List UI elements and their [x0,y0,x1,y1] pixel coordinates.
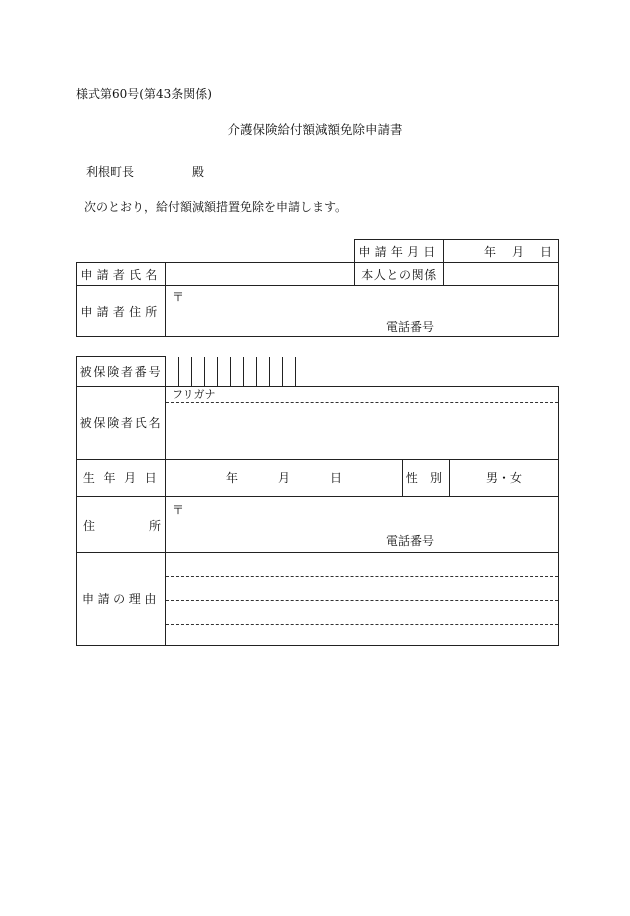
insured-number-box[interactable] [283,357,296,386]
insured-number-box[interactable] [166,357,179,386]
application-date-label: 申請年月日 [355,240,444,263]
applicant-address-field[interactable] [166,286,559,337]
insured-address-label-last: 所 [149,518,162,533]
reason-line [166,577,558,601]
insured-number-label: 被保険者番号 [77,357,166,387]
sex-field[interactable]: 男・女 [450,459,559,496]
date-month-label: 月 [511,244,524,259]
relation-label: 本人との関係 [355,263,444,286]
insured-number-box[interactable] [244,357,257,386]
form-title: 介護保険給付額減額免除申請書 [227,122,403,137]
insured-name-field[interactable] [166,386,559,459]
addressee-name: 利根町長 [86,165,135,179]
form-number: 様式第60号(第43条関係) [76,87,212,101]
applicant-phone-label: 電話番号 [386,320,435,334]
applicant-name-label: 申請者氏名 [77,263,166,286]
insured-number-box[interactable] [270,357,283,386]
birthdate-field[interactable] [166,459,403,496]
insured-number-box[interactable] [218,357,231,386]
birth-year-label: 年 [225,471,238,485]
date-day-label: 日 [539,244,552,259]
applicant-name-field[interactable] [166,263,355,286]
birth-day-label: 日 [330,471,343,485]
reason-label: 申請の理由 [77,552,166,645]
insured-address-label-cell [77,496,166,552]
relation-field[interactable] [444,263,559,286]
insured-number-box[interactable] [205,357,218,386]
insured-number-box[interactable] [231,357,244,386]
insured-number-box[interactable] [257,357,270,386]
insured-number-boxes[interactable] [166,357,559,387]
insured-address-label-first: 住 [83,518,96,533]
postal-mark: 〒 [172,290,185,304]
intro-text: 次のとおり，給付額減額措置免除を申請します。 [84,200,348,214]
insured-number-box[interactable] [192,357,205,386]
insured-phone-label: 電話番号 [386,533,435,548]
insured-name-label: 被保険者氏名 [77,386,166,459]
addressee [86,163,204,180]
insured-address-field[interactable] [166,496,559,552]
applicant-table [76,239,559,337]
birth-month-label: 月 [277,471,290,485]
applicant-address-label: 申請者住所 [77,286,166,337]
birthdate-label: 生 年 月 日 [77,459,166,496]
insured-number-box[interactable] [179,357,192,386]
date-year-label: 年 [483,244,496,259]
addressee-honorific: 殿 [192,165,205,179]
postal-mark: 〒 [172,502,185,517]
furigana-label: フリガナ [166,387,558,403]
insured-table [76,356,559,646]
reason-line [166,601,558,625]
sex-label: 性 別 [403,459,450,496]
reason-line [166,553,558,577]
application-date-field[interactable] [444,240,559,263]
reason-field[interactable] [166,552,559,645]
